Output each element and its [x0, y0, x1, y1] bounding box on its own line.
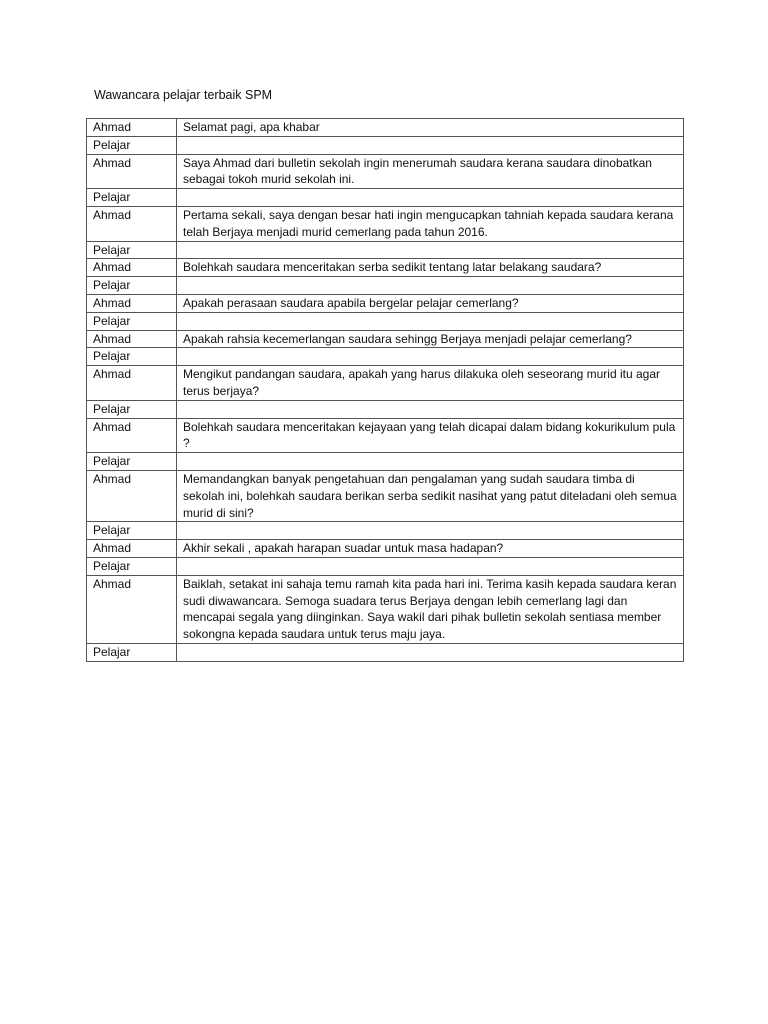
dialogue-cell [177, 400, 684, 418]
table-row [87, 294, 684, 312]
speaker-cell: Pelajar [87, 643, 177, 661]
table-row [87, 277, 684, 295]
dialogue-cell [177, 241, 684, 259]
dialogue-cell: Selamat pagi, apa khabar [177, 119, 684, 137]
speaker-cell: Pelajar [87, 453, 177, 471]
dialogue-cell: Akhir sekali , apakah harapan suadar untuk masa hadapan? [177, 540, 684, 558]
speaker-cell: Pelajar [87, 312, 177, 330]
speaker-cell: Ahmad [87, 294, 177, 312]
table-row [87, 119, 684, 137]
dialogue-cell [177, 643, 684, 661]
table-row [87, 154, 684, 189]
table-row [87, 418, 684, 453]
dialogue-cell [177, 453, 684, 471]
speaker-cell: Pelajar [87, 189, 177, 207]
table-row [87, 400, 684, 418]
table-row [87, 453, 684, 471]
table-row [87, 189, 684, 207]
dialogue-cell: Apakah perasaan saudara apabila bergelar pelajar cemerlang? [177, 294, 684, 312]
speaker-cell: Pelajar [87, 522, 177, 540]
dialogue-cell [177, 522, 684, 540]
table-row [87, 557, 684, 575]
table-row [87, 241, 684, 259]
speaker-cell: Pelajar [87, 277, 177, 295]
speaker-cell: Ahmad [87, 119, 177, 137]
dialogue-cell [177, 189, 684, 207]
speaker-cell: Pelajar [87, 241, 177, 259]
speaker-cell: Ahmad [87, 259, 177, 277]
interview-table [86, 118, 684, 662]
speaker-cell: Ahmad [87, 470, 177, 521]
dialogue-cell [177, 136, 684, 154]
speaker-cell: Ahmad [87, 154, 177, 189]
document-title: Wawancara pelajar terbaik SPM [94, 88, 273, 102]
table-row [87, 206, 684, 241]
dialogue-cell: Bolehkah saudara menceritakan kejayaan yang telah dicapai dalam bidang kokurikulum pula ? [177, 418, 684, 453]
dialogue-cell: Bolehkah saudara menceritakan serba sedikit tentang latar belakang saudara? [177, 259, 684, 277]
speaker-cell: Pelajar [87, 557, 177, 575]
speaker-cell: Pelajar [87, 136, 177, 154]
dialogue-cell: Saya Ahmad dari bulletin sekolah ingin menerumah saudara kerana saudara dinobatkan sebagai tokoh murid sekolah ini. [177, 154, 684, 189]
speaker-cell: Ahmad [87, 366, 177, 401]
speaker-cell: Ahmad [87, 206, 177, 241]
table-row [87, 522, 684, 540]
dialogue-cell: Baiklah, setakat ini sahaja temu ramah kita pada hari ini. Terima kasih kepada saudara keran sudi diwawancara. Semoga suadara terus Berjaya dengan lebih cemerlang lagi dan mencapai segala yang diinginkan. Saya wakil dari pihak bulletin sekolah sentiasa member sokongna kepada saudara untuk terus maju jaya. [177, 575, 684, 643]
speaker-cell: Ahmad [87, 418, 177, 453]
dialogue-cell: Mengikut pandangan saudara, apakah yang harus dilakuka oleh seseorang murid itu agar terus berjaya? [177, 366, 684, 401]
speaker-cell: Pelajar [87, 348, 177, 366]
table-row [87, 470, 684, 521]
dialogue-cell [177, 312, 684, 330]
dialogue-cell [177, 557, 684, 575]
table-row [87, 259, 684, 277]
table-row [87, 643, 684, 661]
speaker-cell: Ahmad [87, 575, 177, 643]
table-row [87, 136, 684, 154]
table-row [87, 312, 684, 330]
speaker-cell: Ahmad [87, 330, 177, 348]
dialogue-cell [177, 348, 684, 366]
table-row [87, 348, 684, 366]
table-row [87, 575, 684, 643]
speaker-cell: Ahmad [87, 540, 177, 558]
dialogue-cell [177, 277, 684, 295]
table-row [87, 366, 684, 401]
table-row [87, 540, 684, 558]
dialogue-cell: Apakah rahsia kecemerlangan saudara sehingg Berjaya menjadi pelajar cemerlang? [177, 330, 684, 348]
speaker-cell: Pelajar [87, 400, 177, 418]
dialogue-cell: Pertama sekali, saya dengan besar hati ingin mengucapkan tahniah kepada saudara kerana telah Berjaya menjadi murid cemerlang pada tahun 2016. [177, 206, 684, 241]
table-row [87, 330, 684, 348]
dialogue-cell: Memandangkan banyak pengetahuan dan pengalaman yang sudah saudara timba di sekolah ini, bolehkah saudara berikan serba sedikit nasihat yang patut diteladani oleh semua murid di sini? [177, 470, 684, 521]
